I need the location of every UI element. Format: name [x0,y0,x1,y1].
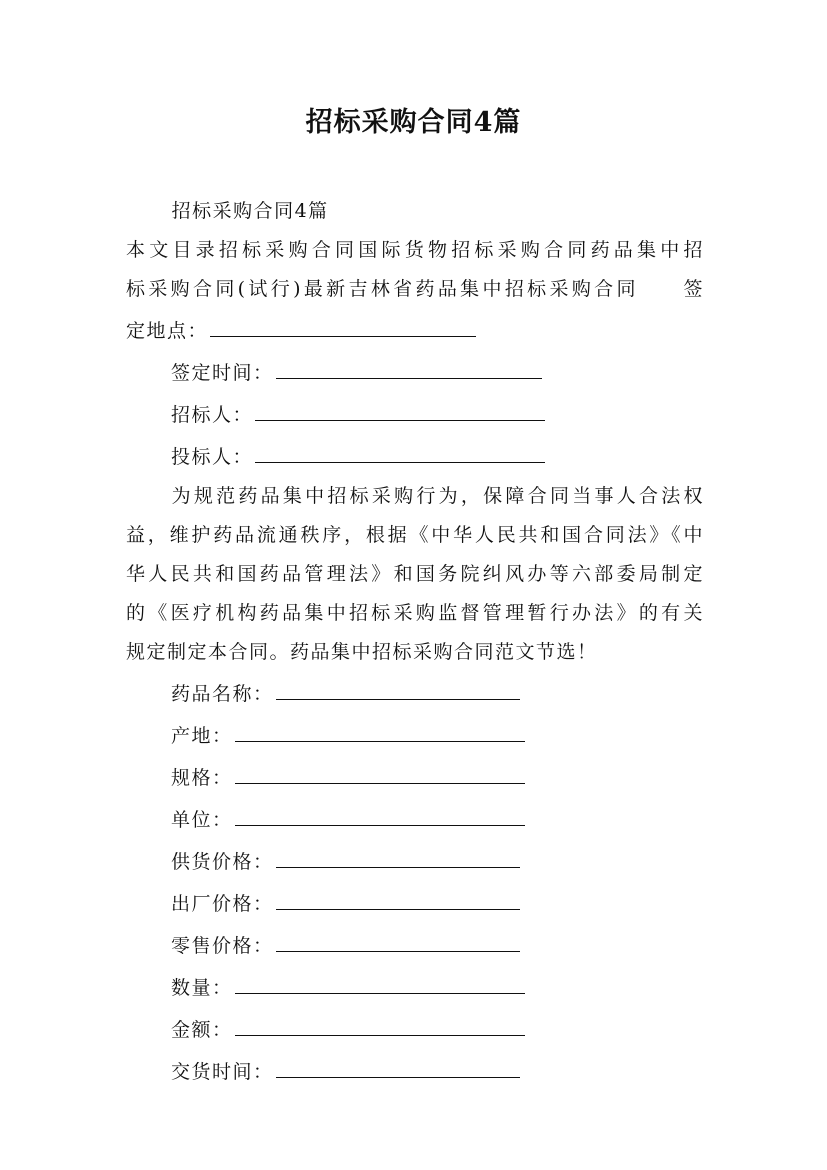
field-blank [235,756,525,784]
field-spec [126,756,704,798]
sign-place-field [126,309,704,351]
tenderer-field [126,393,704,435]
toc-line-1: 本文目录招标采购合同国际货物招标采购合同药品集中招 [126,239,704,261]
intro-line-4: 的《医疗机构药品集中招标采购监督管理暂行办法》的有关 [126,602,704,624]
intro-line-5: 规定制定本合同。药品集中招标采购合同范文节选！ [126,641,598,663]
field-label: 数量： [171,977,233,999]
toc-line-2: 标采购合同(试行)最新吉林省药品集中招标采购合同 签 [126,278,704,300]
field-blank [235,1008,525,1036]
document-body [126,192,704,1092]
intro-line-3: 华人民共和国药品管理法》和国务院纠风办等六部委局制定 [126,563,704,585]
field-label: 药品名称： [171,683,274,705]
sign-time-blank [276,351,542,379]
sign-time-field [126,351,704,393]
field-blank [235,966,525,994]
field-supply-price [126,840,704,882]
field-label: 金额： [171,1019,233,1041]
field-label: 单位： [171,809,233,831]
field-label: 规格： [171,767,233,789]
intro-line-1: 为规范药品集中招标采购行为，保障合同当事人合法权 [171,485,704,507]
field-label: 产地： [171,725,233,747]
field-blank [276,1050,520,1078]
sign-time-label: 签定时间： [171,362,274,384]
field-amount [126,1008,704,1050]
intro-line-2: 益，维护药品流通秩序，根据《中华人民共和国合同法》《中 [126,524,704,546]
field-quantity [126,966,704,1008]
field-label: 出厂价格： [171,893,274,915]
field-label: 供货价格： [171,851,274,873]
subtitle-line: 招标采购合同4篇 [171,200,329,222]
field-blank [235,798,525,826]
sign-place-blank [210,309,476,337]
field-retail-price [126,924,704,966]
field-origin [126,714,704,756]
bidder-blank [255,435,545,463]
field-unit [126,798,704,840]
field-label: 零售价格： [171,935,274,957]
field-blank [235,714,525,742]
field-blank [276,924,520,952]
field-delivery-time [126,1050,704,1092]
document-title: 招标采购合同4篇 [305,107,522,138]
sign-place-label: 定地点： [126,320,209,342]
field-blank [276,840,520,868]
bidder-label: 投标人： [171,446,254,468]
field-blank [276,882,520,910]
field-drug-name [126,672,704,714]
field-factory-price [126,882,704,924]
tenderer-label: 招标人： [171,404,254,426]
tenderer-blank [255,393,545,421]
bidder-field [126,435,704,477]
field-blank [276,672,520,700]
field-label: 交货时间： [171,1061,274,1083]
